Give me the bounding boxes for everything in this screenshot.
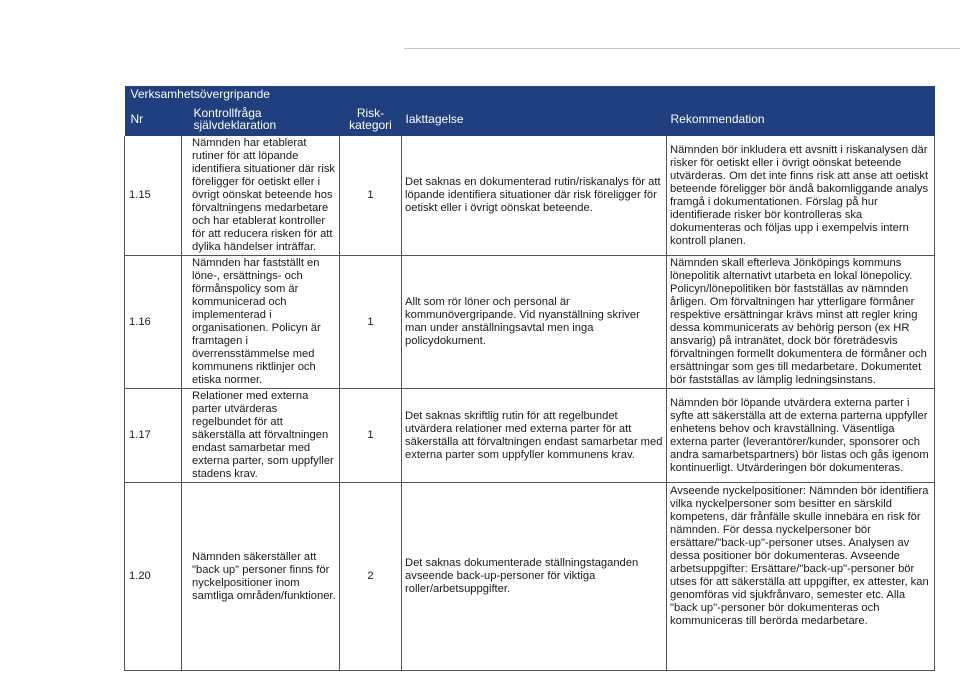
row-observation: Det saknas en dokumenterad rutin/riskanalys för att löpande identifiera situationer där risk föreligger för oetiskt eller i övrigt oönskat beteende. xyxy=(402,136,667,256)
row-question: Nämnden säkerställer att "back up" personer finns för nyckelpositioner inom samtliga områden/funktioner. xyxy=(182,483,340,671)
column-header-row xyxy=(125,102,935,136)
column-header-risk xyxy=(340,102,402,136)
table-row xyxy=(125,389,935,483)
row-observation: Det saknas dokumenterade ställningstaganden avseende back-up-personer för viktiga roller/arbetsuppgifter. xyxy=(402,483,667,671)
row-recommendation: Nämnden bör löpande utvärdera externa parter i syfte att säkerställa att de externa parterna uppfyller enhetens behov och kravställning. Väsentliga externa parter (leverantörer/kunder, sponsorer och andra samarbetspartners) bör listas och gås igenom kontinuerligt. Utvärderingen bör dokumenteras. xyxy=(667,389,935,483)
table-row xyxy=(125,256,935,389)
column-header-recommendation: Rekommendation xyxy=(667,102,935,136)
column-header-nr: Nr xyxy=(125,102,182,136)
row-question: Nämnden har fastställt en löne-, ersättnings- och förmånspolicy som är kommunicerad och implementerad i organisationen. Policyn är framtagen i överrensstämmelse med kommunens riktlinjer och etiska normer. xyxy=(182,256,340,389)
row-nr: 1.17 xyxy=(125,389,182,483)
row-recommendation: Avseende nyckelpositioner: Nämnden bör identifiera vilka nyckelpersoner som besitter en särskild kompetens, där frånfälle skulle innebära en risk för nämnden. För dessa nyckelpersoner bör ersättare/"back-up"-personer utses. Analysen av dessa positioner bör dokumenteras. Avseende arbetsuppgifter: Ersättare/"back-up"-personer bör utses för att säkerställa att uppgifter, ex attester, kan genomföras vid sjukfrånvaro, semester etc. Alla "back up"-personer bör dokumenteras och kommuniceras till berörda medarbetare. xyxy=(667,483,935,671)
row-risk-category: 1 xyxy=(340,136,402,256)
row-nr: 1.20 xyxy=(125,483,182,671)
page-top-rule xyxy=(404,48,960,49)
row-observation: Det saknas skriftlig rutin för att regelbundet utvärdera relationer med externa parter för att säkerställa att förvaltningen endast samarbetar med externa parter som uppfyller kommunens krav. xyxy=(402,389,667,483)
question-header-line1: Kontrollfråga xyxy=(193,106,262,120)
row-nr: 1.16 xyxy=(125,256,182,389)
column-header-observation: Iakttagelse xyxy=(402,102,667,136)
row-nr: 1.15 xyxy=(125,136,182,256)
risk-header-line1: Risk- xyxy=(356,106,385,120)
row-question: Relationer med externa parter utvärderas regelbundet för att säkerställa att förvaltningen endast samarbetar med externa parter, som uppfyller stadens krav. xyxy=(182,389,340,483)
row-risk-category: 2 xyxy=(340,483,402,671)
row-risk-category: 1 xyxy=(340,256,402,389)
row-question: Nämnden har etablerat rutiner för att löpande identifiera situationer där risk föreligger för oetiskt eller i övrigt oönskat beteende hos förvaltningens medarbetare och har etablerat kontroller för att reducera risken för att dylika händelser inträffar. xyxy=(182,136,340,256)
row-recommendation: Nämnden skall efterleva Jönköpings kommuns lönepolitik alternativt utarbeta en lokal lönepolicy. Policyn/lönepolitiken bör fastställas av nämnden årligen. Om förvaltningen har ytterligare förmåner respektive ersättningar krävs minst att regler kring dessa kommunicerats av behörig person (ex HR ansvarig) på intranätet, dock bör företrädesvis förvaltningen formellt dokumentera de förmåner och ersättningar som ges till medarbetare. Dokumentet bör fastställas av lämplig ledningsinstans. xyxy=(667,256,935,389)
section-header-row xyxy=(125,86,935,102)
row-risk-category: 1 xyxy=(340,389,402,483)
question-header-line2: självdeklaration xyxy=(193,118,277,132)
section-title: Verksamhetsövergripande xyxy=(125,86,935,102)
row-observation: Allt som rör löner och personal är kommunövergripande. Vid nyanställning skriver man under anställningsavtal men inga policydokument. xyxy=(402,256,667,389)
self-assessment-table xyxy=(124,86,935,671)
row-recommendation: Nämnden bör inkludera ett avsnitt i riskanalysen där risker för oetiskt eller i övrigt oönskat beteende utvärderas. Om det inte finns risk att anse att oetiskt beteende föreligger bör ändå bakomliggande analys framgå i dokumentationen. Förslag på hur identifierade risker bör kontrolleras ska dokumenteras och följas upp i exempelvis intern kontroll planen. xyxy=(667,136,935,256)
risk-header-line2: kategori xyxy=(349,118,392,132)
table-row xyxy=(125,136,935,256)
column-header-question xyxy=(182,102,340,136)
table-row xyxy=(125,483,935,671)
